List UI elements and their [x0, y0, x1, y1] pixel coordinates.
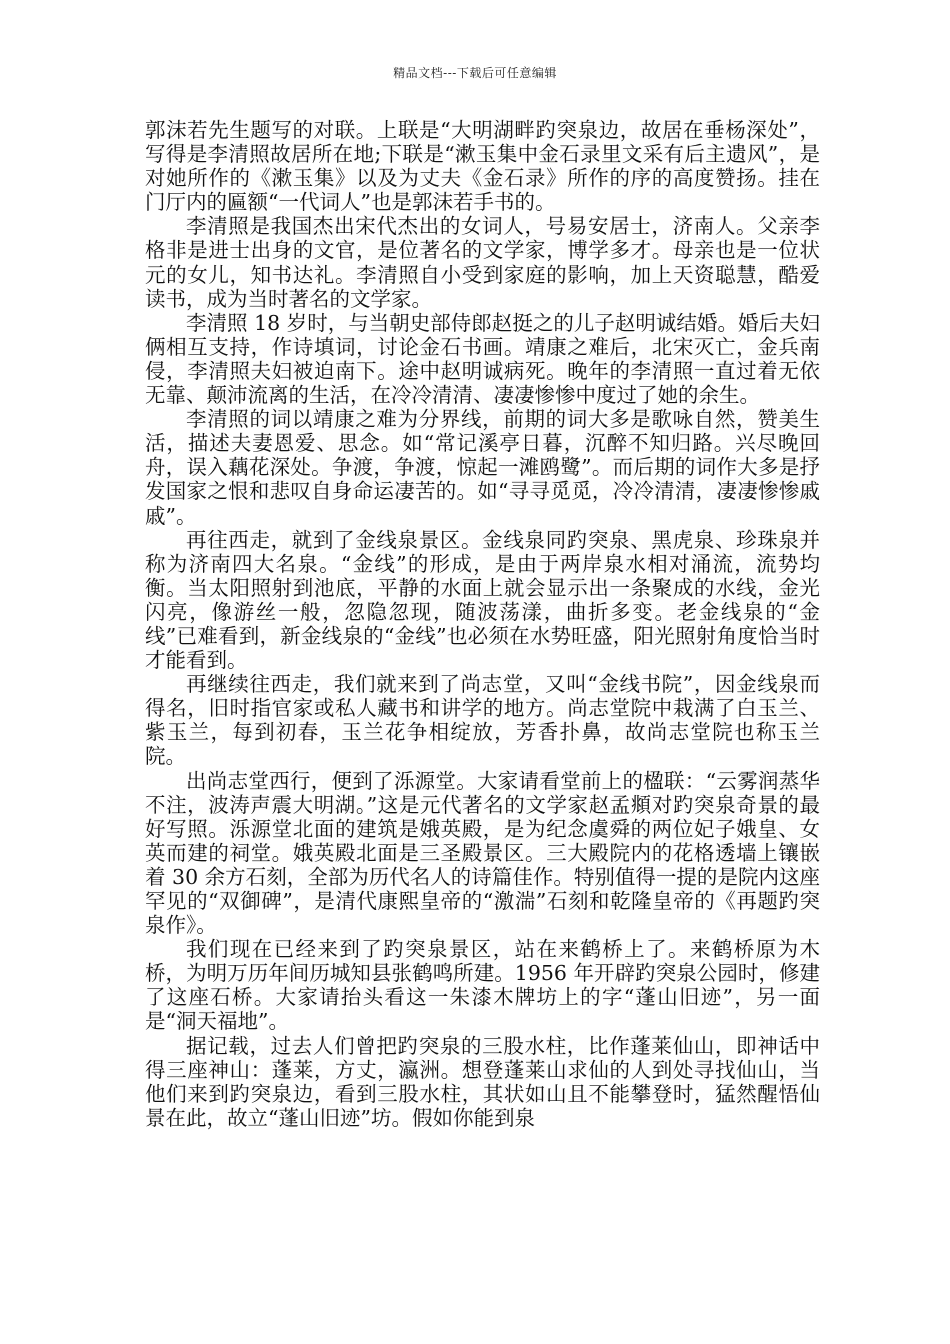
paragraph-9: 据记载，过去人们曾把趵突泉的三股水柱，比作蓬莱仙山，即神话中得三座神山：蓬莱，方丈，瀛洲。想登蓬莱山求仙的人到处寻找仙山，当他们来到趵突泉边，看到三股水柱，其状如山且不能攀登时，猛然醒悟仙景在此，故立“蓬山旧迹”坊。假如你能到泉 [145, 1033, 820, 1130]
page-header: 精品文档---下载后可任意编辑 [393, 66, 557, 80]
paragraph-5: 再往西走，就到了金线泉景区。金线泉同趵突泉、黑虎泉、珍珠泉并称为济南四大名泉。“金线”的形成，是由于两岸泉水相对涌流，流势均衡。当太阳照射到池底，平静的水面上就会显示出一条聚成的水线，金光闪亮，像游丝一般，忽隐忽现，随波荡漾，曲折多变。老金线泉的“金线”已难看到，新金线泉的“金线”也必须在水势旺盛，阳光照射角度恰当时才能看到。 [145, 527, 820, 673]
paragraph-7: 出尚志堂西行，便到了泺源堂。大家请看堂前上的楹联：“云雾润蒸华不注，波涛声震大明湖。”这是元代著名的文学家赵孟頫对趵突泉奇景的最好写照。泺源堂北面的建筑是娥英殿，是为纪念虞舜的两位妃子娥皇、女英而建的祠堂。娥英殿北面是三圣殿景区。三大殿院内的花格透墙上镶嵌着 30 余方石刻，全部为历代名人的诗篇佳作。特别值得一提的是院内这座罕见的“双御碑”，是清代康熙皇帝的“激湍”石刻和乾隆皇帝的《再题趵突泉作》。 [145, 768, 820, 938]
paragraph-3: 李清照 18 岁时，与当朝史部侍郎赵挺之的儿子赵明诚结婚。婚后夫妇俩相互支持，作诗填词，讨论金石书画。靖康之难后，北宋灭亡，金兵南侵，李清照夫妇被迫南下。途中赵明诚病死。晚年的李清照一直过着无依无靠、颠沛流离的生活，在冷冷清清、凄凄惨惨中度过了她的余生。 [145, 310, 820, 408]
paragraph-6: 再继续往西走，我们就来到了尚志堂，又叫“金线书院”，因金线泉而得名，旧时指官家或私人藏书和讲学的地方。尚志堂院中栽满了白玉兰、紫玉兰，每到初春，玉兰花争相绽放，芳香扑鼻，故尚志堂院也称玉兰院。 [145, 672, 820, 769]
paragraph-8: 我们现在已经来到了趵突泉景区，站在来鹤桥上了。来鹤桥原为木桥，为明万历年间历城知县张鹤鸣所建。1956 年开辟趵突泉公园时，修建了这座石桥。大家请抬头看这一朱漆木牌坊上的字“蓬山旧迹”，另一面是“洞天福地”。 [145, 937, 820, 1034]
paragraph-1: 郭沫若先生题写的对联。上联是“大明湖畔趵突泉边，故居在垂杨深处”，写得是李清照故居所在地;下联是“漱玉集中金石录里文采有后主遗风”，是对她所作的《漱玉集》以及为丈夫《金石录》所作的序的高度赞扬。挂在门厅内的匾额“一代词人”也是郭沫若手书的。 [145, 118, 820, 215]
document-body [145, 118, 820, 1130]
paragraph-4: 李清照的词以靖康之难为分界线，前期的词大多是歌咏自然，赞美生活，描述夫妻恩爱、思念。如“常记溪亭日暮，沉醉不知归路。兴尽晚回舟，误入藕花深处。争渡，争渡，惊起一滩鸥鹭”。而后期的词作大多是抒发国家之恨和悲叹自身命运凄苦的。如“寻寻觅觅，冷冷清清，凄凄惨惨戚戚”。 [145, 407, 820, 528]
paragraph-2: 李清照是我国杰出宋代杰出的女词人，号易安居士，济南人。父亲李格非是进士出身的文官，是位著名的文学家，博学多才。母亲也是一位状元的女儿，知书达礼。李清照自小受到家庭的影响，加上天资聪慧，酷爱读书，成为当时著名的文学家。 [145, 214, 820, 311]
